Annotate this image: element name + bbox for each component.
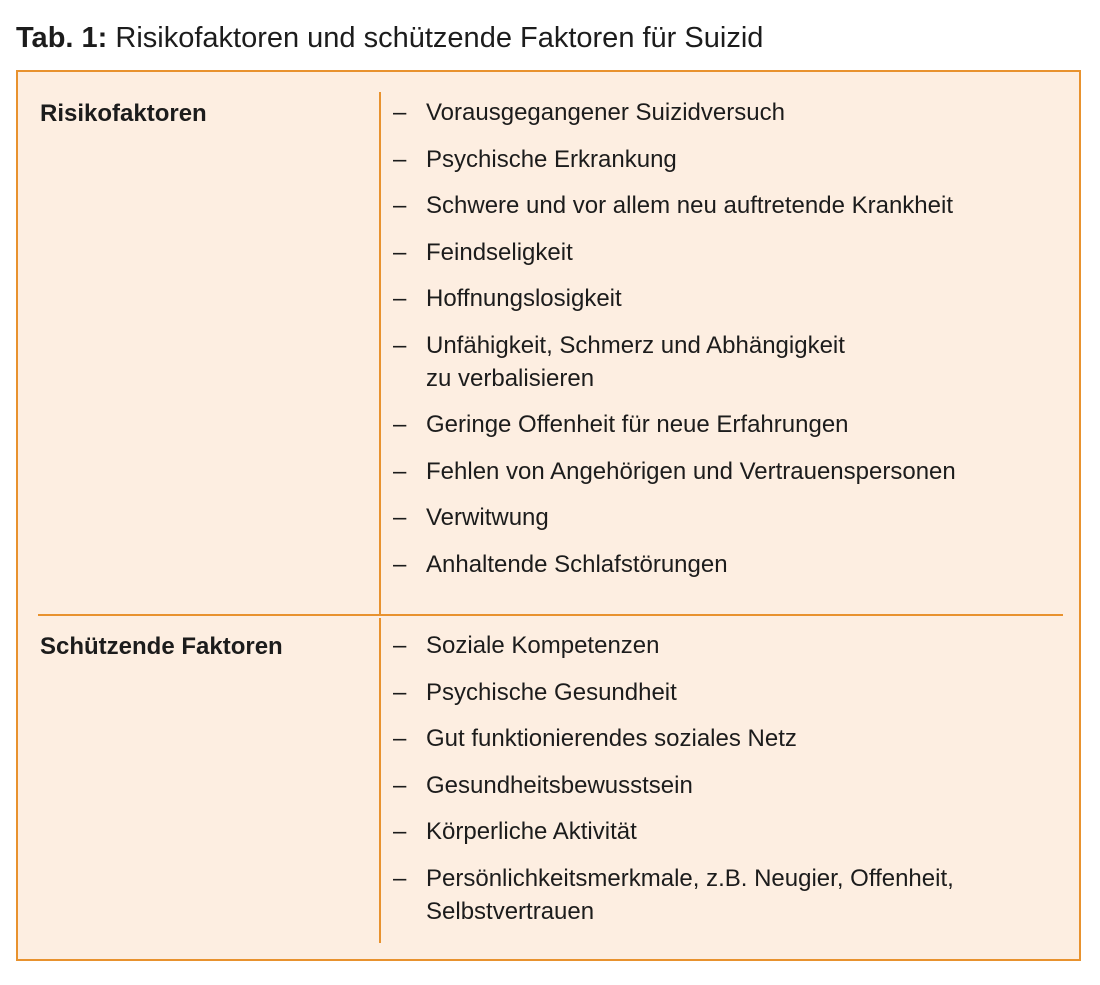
- protective-factor-list: [393, 629, 1073, 941]
- list-item-text: Persönlichkeitsmerkmale, z.B. Neugier, Offenheit,: [426, 864, 954, 892]
- dash-bullet: –: [393, 145, 407, 173]
- dash-bullet: –: [393, 725, 407, 752]
- list-item: [393, 862, 1073, 928]
- list-item-text: Gesundheitsbewusstsein: [426, 771, 693, 799]
- list-item: [393, 815, 1073, 848]
- list-item-text: Körperliche Aktivität: [426, 818, 637, 845]
- table-number: Tab. 1:: [16, 22, 108, 54]
- list-item-text: Unfähigkeit, Schmerz und Abhängigkeit: [426, 331, 845, 359]
- dash-bullet: –: [393, 411, 407, 438]
- list-item-text: zu verbalisieren: [426, 364, 595, 392]
- list-item: [393, 548, 1073, 581]
- factors-table: [16, 70, 1081, 961]
- section-label-protective-factors: Schützende Faktoren: [40, 633, 283, 660]
- risk-factor-list: [393, 96, 1073, 594]
- list-item: [393, 96, 1073, 129]
- dash-bullet: –: [393, 771, 407, 799]
- list-item: [393, 769, 1073, 802]
- list-item-text: Gut funktionierendes soziales Netz: [426, 725, 797, 752]
- list-item: [393, 143, 1073, 176]
- list-item-text: Hoffnungslosigkeit: [426, 285, 622, 312]
- dash-bullet: –: [393, 99, 407, 126]
- list-item-text: Soziale Kompetenzen: [426, 632, 660, 659]
- dash-bullet: –: [393, 238, 407, 266]
- list-item: [393, 236, 1073, 269]
- list-item-text: Verwitwung: [426, 504, 549, 531]
- column-divider-bottom: [379, 618, 381, 943]
- list-item-text: Anhaltende Schlafstörungen: [426, 550, 728, 578]
- column-divider-top: [379, 92, 381, 616]
- section-divider: [38, 614, 1063, 616]
- list-item: [393, 282, 1073, 315]
- section-label-risk-factors: Risikofaktoren: [40, 100, 207, 127]
- dash-bullet: –: [393, 632, 407, 659]
- dash-bullet: –: [393, 192, 407, 219]
- list-item-text: Selbstvertrauen: [426, 897, 595, 925]
- list-item-text: Geringe Offenheit für neue Erfahrungen: [426, 411, 849, 438]
- list-item: [393, 455, 1073, 488]
- list-item-text: Schwere und vor allem neu auftretende Krankheit: [426, 192, 953, 219]
- list-item-text: Psychische Erkrankung: [426, 145, 677, 173]
- dash-bullet: –: [393, 864, 407, 892]
- list-item-text: Fehlen von Angehörigen und Vertrauenspersonen: [426, 457, 956, 485]
- list-item-text: Feindseligkeit: [426, 238, 573, 266]
- dash-bullet: –: [393, 504, 407, 531]
- dash-bullet: –: [393, 818, 407, 845]
- dash-bullet: –: [393, 285, 407, 312]
- list-item: [393, 329, 1073, 395]
- list-item: [393, 501, 1073, 534]
- dash-bullet: –: [393, 331, 407, 359]
- list-item-text: Vorausgegangener Suizidversuch: [426, 99, 785, 126]
- dash-bullet: –: [393, 457, 407, 485]
- list-item-text: Psychische Gesundheit: [426, 678, 677, 706]
- list-item: [393, 722, 1073, 755]
- table-caption: Risikofaktoren und schützende Faktoren für Suizid: [115, 22, 764, 54]
- list-item: [393, 676, 1073, 709]
- list-item: [393, 408, 1073, 441]
- list-item: [393, 189, 1073, 222]
- dash-bullet: –: [393, 678, 407, 706]
- list-item: [393, 629, 1073, 662]
- table-title: [16, 18, 763, 58]
- dash-bullet: –: [393, 550, 407, 578]
